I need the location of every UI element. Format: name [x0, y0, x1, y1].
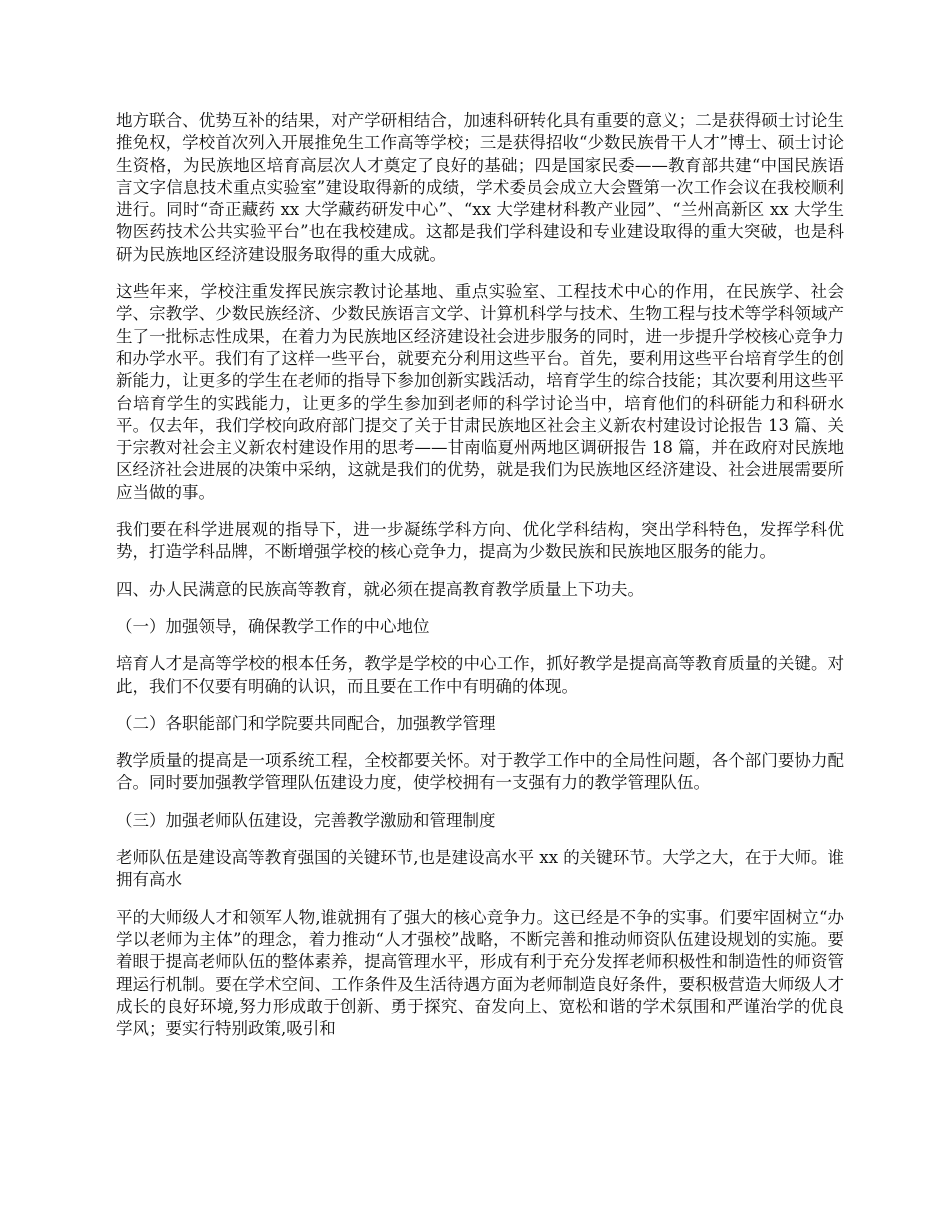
subheading-one: （一）加强领导，确保教学工作的中心地位: [116, 616, 430, 636]
subheading-two: （二）各职能部门和学院要共同配合，加强教学管理: [116, 713, 496, 733]
section-heading-four: 四、办人民满意的民族高等教育，就必须在提高教育教学质量上下功夫。: [116, 579, 644, 599]
paragraph-teaching-center: 培育人才是高等学校的根本任务，教学是学校的中心工作，抓好教学是提高高等教育质量的关键。对此，我们不仅要有明确的认识，而且要在工作中有明确的体现。: [116, 654, 844, 696]
paragraph-faculty-detail: 平的大师级人才和领军人物,谁就拥有了强大的核心竞争力。这已经是不争的实事。们要牢固树立“办学以老师为主体”的理念，着力推动“人才强校”战略，不断完善和推动师资队伍建设规划的实施。要着眼于提高老师队伍的整体素养，提高管理水平，形成有利于充分发挥老师积极性和制造性的师资管理运行机制。要在学术空间、工作条件及生活待遇方面为老师制造良好条件，要积极营造大师级人才成长的良好环境,努力形成敢于创新、勇于探究、奋发向上、宽松和谐的学术氛围和严谨治学的优良学风；要实行特别政策,吸引和: [116, 907, 844, 1039]
paragraph-faculty-intro: 老师队伍是建设高等教育强国的关键环节,也是建设高水平 xx 的关键环节。大学之大，在于大师。谁拥有高水: [116, 848, 844, 890]
subheading-three: （三）加强老师队伍建设，完善教学激励和管理制度: [116, 810, 496, 830]
paragraph-achievements: 地方联合、优势互补的结果，对产学研相结合，加速科研转化具有重要的意义；二是获得硕士讨论生推免权，学校首次列入开展推免生工作高等学校；三是获得招收“少数民族骨干人才”博士、硕士讨论生资格，为民族地区培育高层次人才奠定了良好的基础；四是国家民委——教育部共建“中国民族语言文字信息技术重点实验室”建设取得新的成绩，学术委员会成立大会暨第一次工作会议在我校顺利进行。同时“奇正藏药 xx 大学藏药研发中心”、“xx 大学建材科教产业园”、“兰州高新区 xx 大学生物医药技术公共实验平台”也在我校建成。这都是我们学科建设和专业建设取得的重大突破，也是科研为民族地区经济建设服务取得的重大成就。: [116, 111, 844, 264]
paragraph-platforms: 这些年来，学校注重发挥民族宗教讨论基地、重点实验室、工程技术中心的作用，在民族学、社会学、宗教学、少数民族经济、少数民族语言文学、计算机科学与技术、生物工程与技术等学科领域产生了一批标志性成果，在着力为民族地区经济建设社会进步服务的同时，进一步提升学校核心竞争力和办学水平。我们有了这样一些平台，就要充分利用这些平台。首先，要利用这些平台培育学生的创新能力，让更多的学生在老师的指导下参加创新实践活动，培育学生的综合技能；其次要利用这些平台培育学生的实践能力，让更多的学生参加到老师的科学讨论当中，培育他们的科研能力和科研水平。仅去年，我们学校向政府部门提交了关于甘肃民族地区社会主义新农村建设讨论报告 13 篇、关于宗教对社会主义新农村建设作用的思考——甘南临夏州两地区调研报告 18 篇，并在政府对民族地区经济社会进展的决策中采纳，这就是我们的优势，就是我们为民族地区经济建设、社会进展需要所应当做的事。: [116, 282, 844, 502]
document-page: [116, 110, 844, 1055]
paragraph-discipline: 我们要在科学进展观的指导下，进一步凝练学科方向、优化学科结构，突出学科特色，发挥学科优势，打造学科品牌，不断增强学校的核心竞争力，提高为少数民族和民族地区服务的能力。: [116, 520, 844, 562]
paragraph-teaching-management: 教学质量的提高是一项系统工程，全校都要关怀。对于教学工作中的全局性问题，各个部门要协力配合。同时要加强教学管理队伍建设力度，使学校拥有一支强有力的教学管理队伍。: [116, 751, 844, 793]
